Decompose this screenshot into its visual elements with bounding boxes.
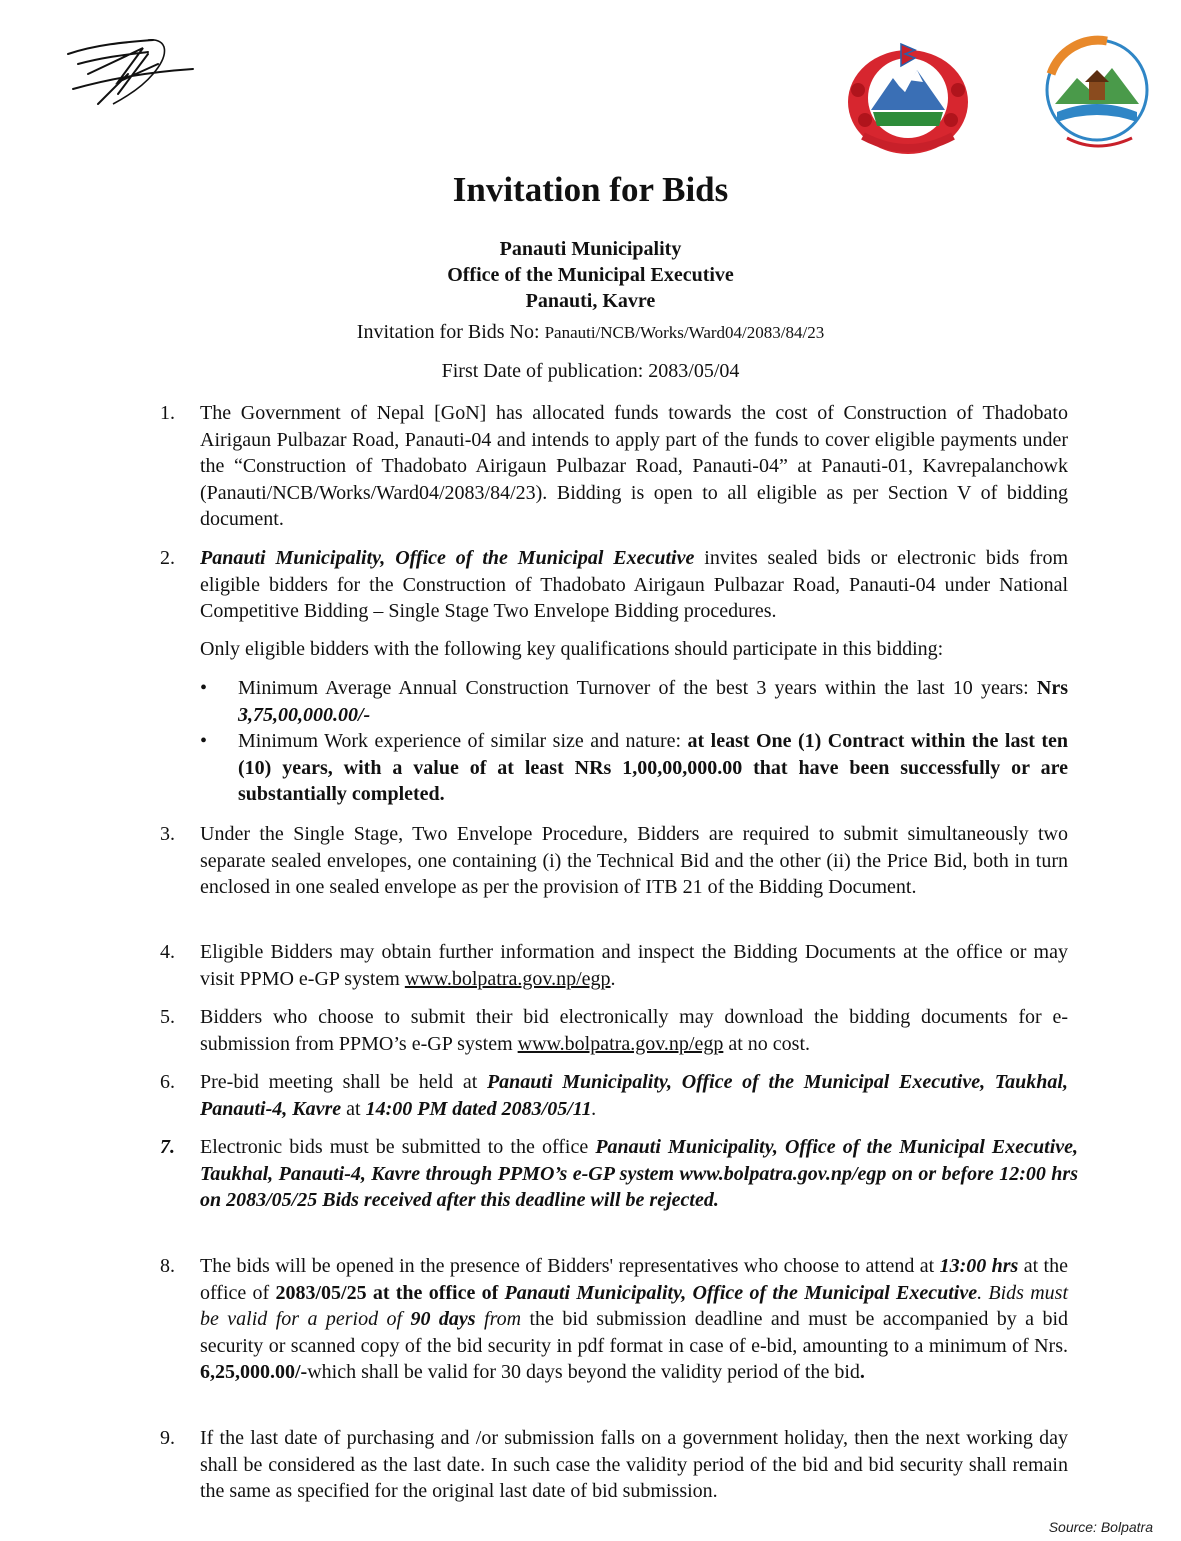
nepal-emblem-icon <box>843 40 973 158</box>
ifb-number <box>0 321 1181 344</box>
submission-details: Panauti Municipality, Office of the Municipal Executive, Taukhal, Panauti-4, Kavre through PPMO’s e-GP system www.bolpatra.gov.np/egp on or before 12:00 hrs on 2083/05/25 Bids received after this deadline will be rejected. <box>200 1136 1079 1211</box>
clause-number: 7. <box>160 1136 175 1158</box>
bullet-icon: • <box>200 730 208 752</box>
clause-number: 3. <box>160 823 175 845</box>
clause-2-lead: Panauti Municipality, Office of the Municipal Executive <box>200 547 695 569</box>
prebid-time: 14:00 PM dated 2083/05/11 <box>365 1097 592 1120</box>
panauti-municipality-logo-icon <box>1037 34 1157 158</box>
clause-number: 5. <box>160 1006 175 1028</box>
prebid-place: Panauti Municipality, Office of the Municipal Executive, Taukhal, Panauti-4, Kavre <box>200 1071 1068 1120</box>
ifb-label: Invitation for Bids No: <box>356 321 545 343</box>
office-line-location: Panauti, Kavre <box>525 290 656 312</box>
clause-number: 9. <box>160 1427 175 1449</box>
egp-link[interactable]: www.bolpatra.gov.np/egp <box>404 967 611 990</box>
ifb-code: Panauti/NCB/Works/Ward04/2083/84/23 <box>544 323 825 342</box>
clause-number: 1. <box>160 402 175 424</box>
clause-text: If the last date of purchasing and /or submission falls on a government holiday, then the next working day shall be considered as the last date. In such case the validity period of the bid and bid security shall remain the same as specified for the original last date of bid submission. <box>200 1427 1068 1502</box>
signature-image <box>58 34 198 114</box>
clause-text: Eligible Bidders may obtain further information and inspect the Bidding Documents at the office or may visit PPMO e-GP system <box>200 941 1068 990</box>
clause-text: Under the Single Stage, Two Envelope Procedure, Bidders are required to submit simultaneously two separate sealed envelopes, one containing (i) the Technical Bid and the other (ii) the Price Bid, both in turn enclosed in one sealed envelope as per the provision of ITB 21 of the Bidding Document. <box>200 823 1068 898</box>
bullet-icon: • <box>200 677 208 699</box>
clause-text: Bidders who choose to submit their bid electronically may download the bidding documents for e-submission from PPMO’s e-GP system <box>200 1006 1068 1055</box>
egp-link[interactable]: www.bolpatra.gov.np/egp <box>517 1032 724 1055</box>
publication-date: First Date of publication: 2083/05/04 <box>441 360 740 382</box>
clause-number: 4. <box>160 941 175 963</box>
source-credit: Source: Bolpatra <box>1048 1519 1153 1535</box>
page-title: Invitation for Bids <box>452 170 729 209</box>
qualification-bullet-turnover: • Minimum Average Annual Construction Turnover of the best 3 years within the last 10 years: Nrs 3,75,00,000.00/- <box>200 677 1068 726</box>
bid-security-amount: 6,25,000.00/- <box>200 1361 308 1383</box>
clause-number: 8. <box>160 1255 175 1277</box>
clause-text: The Government of Nepal [GoN] has allocated funds towards the cost of Construction of Thadobato Airigaun Pulbazar Road, Panauti-04 and intends to apply part of the funds to cover eligible payments under the “Construction of Thadobato Airigaun Pulbazar Road, Panauti-04” at Panauti-01, Kavrepalanchowk (Panauti/NCB/Works/Ward04/2083/84/23). Bidding is open to all eligible as per Section V of bidding document. <box>200 402 1068 530</box>
clause-text: Panauti Municipality, Office of the Municipal Executive invites sealed bids or electronic bids from eligible bidders for the Construction of Thadobato Airigaun Pulbazar Road, Panauti-04 under National Competitive Bidding – Single Stage Two Envelope Bidding procedures. <box>200 547 1068 622</box>
office-line-executive: Office of the Municipal Executive <box>447 264 734 286</box>
clause-number: 2. <box>160 547 175 569</box>
office-line-municipality: Panauti Municipality <box>499 238 682 260</box>
qualification-intro: Only eligible bidders with the following key qualifications should participate in this bidding: <box>200 637 944 660</box>
qualification-bullet-experience: • Minimum Work experience of similar size and nature: at least One (1) Contract within the last ten (10) years, with a value of at least NRs 1,00,00,000.00 that have been successfully or are substantially completed. <box>200 730 1069 805</box>
office-address-block <box>0 236 1181 314</box>
clause-number: 6. <box>160 1071 175 1093</box>
